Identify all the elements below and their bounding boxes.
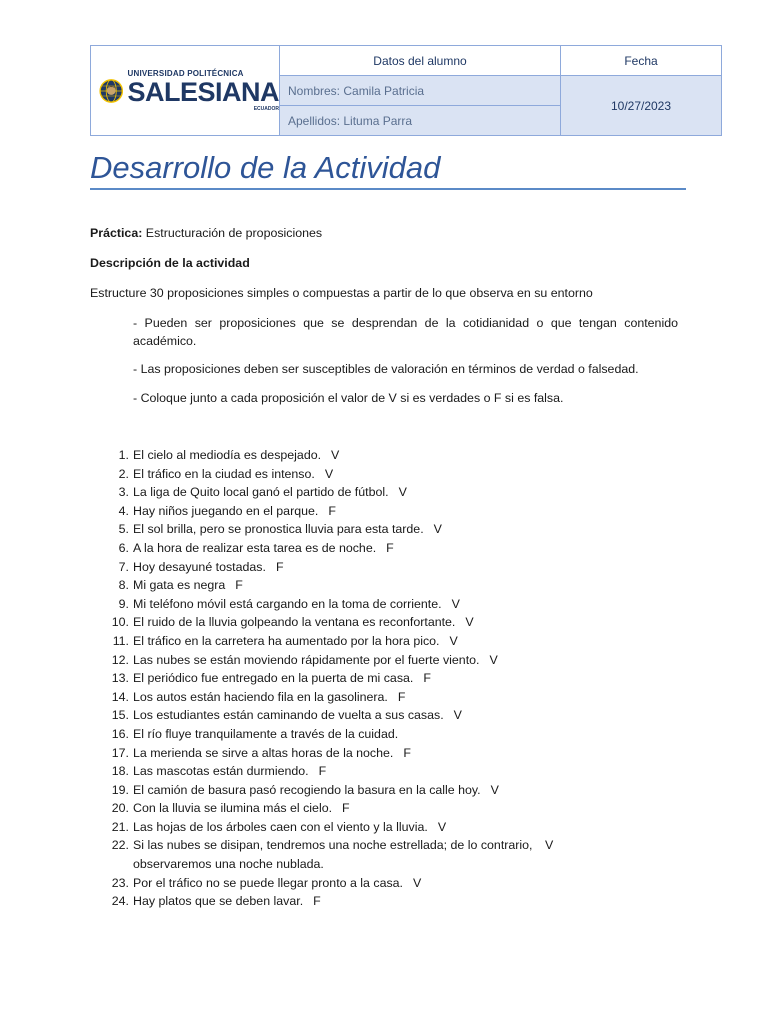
item-truth-value: V [449,633,458,648]
list-item [118,576,693,595]
list-item [111,836,693,873]
item-truth-value: V [437,819,447,834]
date-value: 10/27/2023 [561,76,722,136]
item-truth-value: F [397,689,406,704]
page-title: Desarrollo de la Actividad [90,150,686,190]
list-item [111,706,693,725]
list-item [118,465,693,484]
item-number: 1. [118,448,129,462]
item-text: La liga de Quito local ganó el partido de fútbol. [133,485,389,500]
item-truth-value: V [398,485,407,500]
item-text: Por el tráfico no se puede llegar pronto a la casa. [133,875,404,890]
item-truth-value: F [423,671,431,686]
item-text: Los estudiantes están caminando de vuelta a sus casas. [133,708,444,723]
item-number: 2. [118,466,129,481]
item-number: 10. [111,615,129,630]
last-names-field: Apellidos: Lituma Parra [280,106,561,136]
instruction-text: Estructure 30 proposiciones simples o compuestas a partir de lo que observa en su entorno [90,286,593,300]
item-truth-value: F [275,559,284,574]
list-item [111,874,693,893]
date-header: Fecha [561,46,722,76]
item-text: El río fluye tranquilamente a través de la cuidad. [133,726,399,741]
item-truth-value: F [403,745,411,760]
item-truth-value: V [545,838,554,853]
student-data-header: Datos del alumno [280,46,561,76]
item-truth-value: F [235,578,243,593]
practice-label: Práctica: [90,226,143,240]
item-truth-value: V [489,652,498,667]
item-text-continued: observaremos una noche nublada. [133,857,324,872]
item-number: 13. [111,671,129,686]
item-truth-value: V [451,596,460,611]
item-truth-value: V [413,875,422,890]
item-text: A la hora de realizar esta tarea es de noche. [133,540,377,555]
item-truth-value: F [328,503,336,518]
list-item [118,558,693,577]
list-item [111,725,693,744]
item-number: 5. [118,522,129,537]
item-truth-value: V [331,448,340,462]
logo-country-text: ECUADOR [253,105,279,112]
item-text: Las nubes se están moviendo rápidamente por el fuerte viento. [133,652,480,667]
item-text: El tráfico en la ciudad es intenso. [133,466,315,481]
item-text: La merienda se sirve a altas horas de la noche. [133,745,394,760]
list-item [111,669,693,688]
student-data-table [90,45,722,136]
list-item [118,502,693,521]
list-item [111,613,693,632]
list-item [111,651,693,670]
item-text: Los autos están haciendo fila en la gasolinera. [133,689,388,704]
item-truth-value: V [433,522,442,537]
item-truth-value: V [324,466,334,481]
item-number: 14. [111,689,129,704]
list-item [111,744,693,763]
item-number: 18. [111,764,129,779]
item-truth-value: F [342,801,350,816]
item-text: Si las nubes se disipan, tendremos una noche estrellada; de lo contrario, [133,838,533,853]
list-item [112,632,693,651]
logo-salesiana-text: SALESIANA [127,76,279,107]
bullet-1: - Pueden ser proposiciones que se desprendan de la cotidianidad o que tengan contenido académico. [133,316,678,348]
item-text: El tráfico en la carretera ha aumentado por la hora pico. [133,633,440,648]
item-number: 6. [118,540,129,555]
item-number: 11. [112,633,129,648]
item-text: Hay platos que se deben lavar. [133,894,304,909]
item-number: 8. [118,578,129,593]
item-number: 24. [111,894,129,909]
item-number: 19. [111,782,129,797]
item-number: 17. [111,745,129,760]
item-number: 4. [118,503,129,518]
item-number: 22. [111,838,129,853]
logo-university-text: UNIVERSIDAD POLITÉCNICA [127,68,244,78]
list-item [111,799,693,818]
practice-line [90,226,322,240]
item-truth-value: F [386,540,394,555]
list-item [111,818,693,837]
item-number: 12. [111,652,129,667]
list-item [118,520,693,539]
bullet-3: - Coloque junto a cada proposición el valor de V si es verdades o F si es falsa. [133,391,564,405]
list-item [111,781,693,800]
item-number: 16. [111,726,129,741]
item-number: 20. [111,801,129,816]
item-text: El sol brilla, pero se pronostica lluvia para esta tarde. [133,522,424,537]
globe-icon [99,69,123,113]
item-number: 15. [111,708,129,723]
list-item [118,595,693,614]
item-text: El ruido de la lluvia golpeando la ventana es reconfortante. [133,615,456,630]
item-text: El camión de basura pasó recogiendo la basura en la calle hoy. [133,782,481,797]
propositions-list [111,446,693,911]
item-text: El cielo al mediodía es despejado. [133,448,322,462]
item-number: 9. [118,596,129,611]
item-number: 3. [118,485,129,500]
item-text: Hoy desayuné tostadas. [133,559,266,574]
item-number: 7. [118,559,129,574]
item-text: Mi teléfono móvil está cargando en la toma de corriente. [133,596,442,611]
list-item [118,483,693,502]
list-item [111,688,693,707]
list-item [118,446,693,465]
item-truth-value: V [490,782,499,797]
logo-cell [91,46,280,136]
list-item [111,892,693,911]
university-logo [91,69,279,113]
item-number: 21. [111,819,129,834]
item-text: El periódico fue entregado en la puerta de mi casa. [133,671,414,686]
item-text: Hay niños juegando en el parque. [133,503,319,518]
description-heading: Descripción de la actividad [90,256,250,270]
first-names-field: Nombres: Camila Patricia [280,76,561,106]
item-truth-value: F [318,764,327,779]
item-truth-value: F [313,894,321,909]
item-text: Mi gata es negra [133,578,226,593]
list-item [118,539,693,558]
item-truth-value: V [465,615,474,630]
list-item [111,762,693,781]
item-truth-value: V [453,708,462,723]
item-text: Con la lluvia se ilumina más el cielo. [133,801,333,816]
bullet-2: - Las proposiciones deben ser susceptibles de valoración en términos de verdad o falsedad. [133,362,639,376]
item-text: Las mascotas están durmiendo. [133,764,309,779]
item-number: 23. [111,875,129,890]
practice-text: Estructuración de proposiciones [142,226,323,240]
item-text: Las hojas de los árboles caen con el viento y la lluvia. [133,819,428,834]
